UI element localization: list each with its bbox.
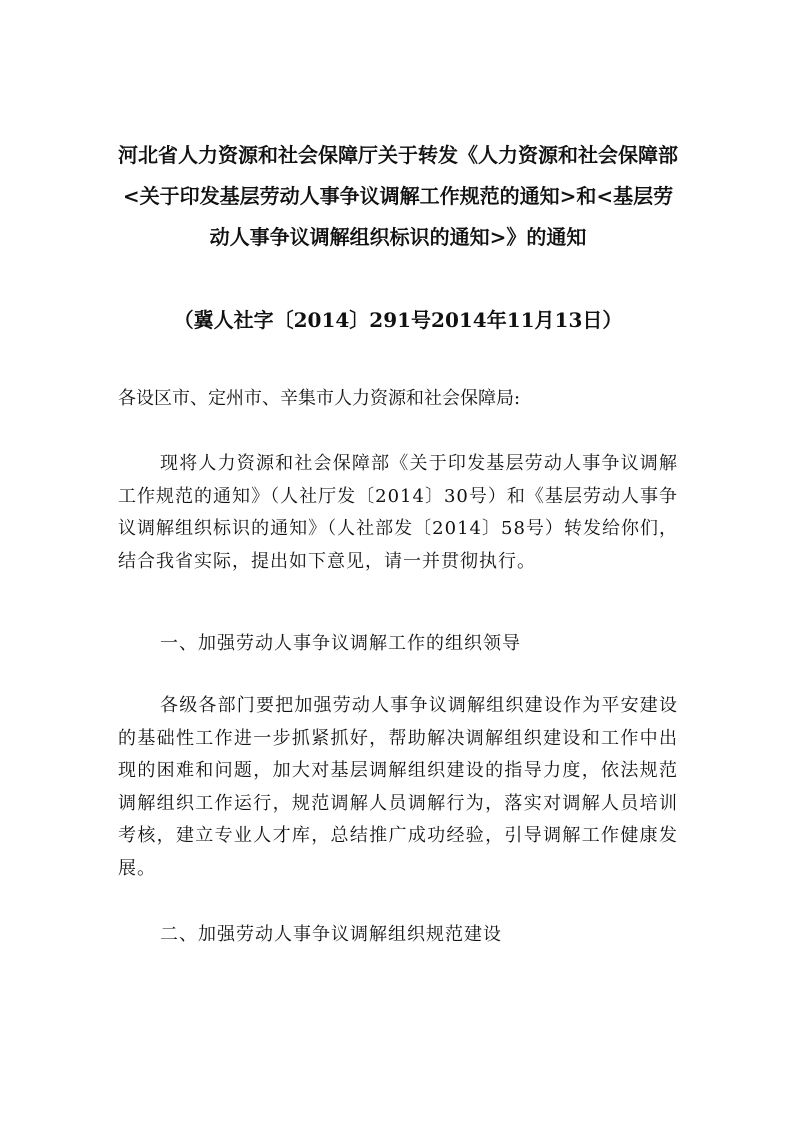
section-heading-1: 一、加强劳动人事争议调解工作的组织领导 (160, 633, 521, 654)
section-heading-2: 二、加强劳动人事争议调解组织规范建设 (160, 924, 502, 945)
document-title: 河北省人力资源和社会保障厅关于转发《人力资源和社会保障部<关于印发基层劳动人事争议调解工作规范的通知>和<基层劳动人事争议调解组织标识的通知>》的通知 (118, 143, 678, 249)
document-number: （冀人社字〔2014〕291号2014年11月13日） (173, 308, 623, 332)
paragraph-section-1: 各级各部门要把加强劳动人事争议调解组织建设作为平安建设的基础性工作进一步抓紧抓好，帮助解决调解组织建设和工作中出现的困难和问题，加大对基层调解组织建设的指导力度，依法规范调解组织工作运行，规范调解人员调解行为，落实对调解人员培训考核，建立专业人才库，总结推广成功经验，引导调解工作健康发展。 (118, 695, 678, 879)
salutation: 各设区市、定州市、辛集市人力资源和社会保障局: (118, 388, 521, 409)
paragraph-intro: 现将人力资源和社会保障部《关于印发基层劳动人事争议调解工作规范的通知》（人社厅发〔2014〕30号）和《基层劳动人事争议调解组织标识的通知》（人社部发〔2014〕58号）转发给你们，结合我省实际，提出如下意见，请一并贯彻执行。 (118, 453, 678, 572)
